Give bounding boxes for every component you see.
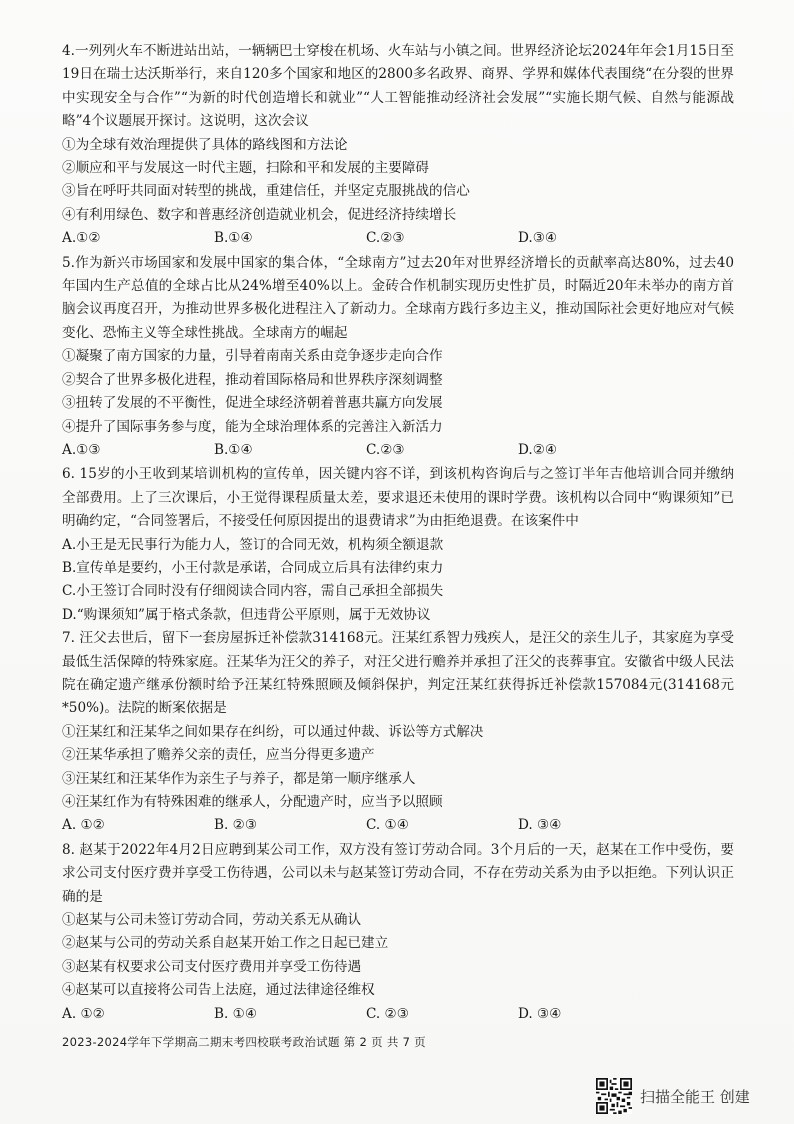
choice-d: D. ③④ bbox=[518, 1005, 562, 1022]
choice-c: C. ①④ bbox=[366, 817, 409, 834]
option-item: ①汪某红和汪某华之间如果存在纠纷，可以通过仲裁、诉讼等方式解决 bbox=[62, 723, 484, 740]
watermark-text: 扫描全能王 创建 bbox=[640, 1087, 750, 1106]
question-stem: 8. 赵某于2022年4月2日应聘到某公司工作，双方没有签订劳动合同。3个月后的一天，赵某在工作中受伤，要求公司支付医疗费并享受工伤待遇，公司以未与赵某签订劳动合同，不存在劳动关系为由予以拒绝。下列认识正确的是 bbox=[62, 841, 734, 905]
option-item: A.小王是无民事行为能力人，签订的合同无效，机构须全额退款 bbox=[62, 536, 444, 553]
question-8 bbox=[62, 839, 734, 1026]
qr-code-icon bbox=[596, 1078, 632, 1114]
choice-b: B.①④ bbox=[214, 441, 253, 458]
option-item: ③扭转了发展的不平衡性，促进全球经济朝着普惠共赢方向发展 bbox=[62, 395, 443, 412]
answer-choices bbox=[62, 227, 734, 250]
option-item: ②赵某与公司的劳动关系自赵某开始工作之日起已建立 bbox=[62, 935, 389, 952]
question-6 bbox=[62, 463, 734, 627]
answer-choices bbox=[62, 1003, 734, 1026]
choice-a: A. ①② bbox=[62, 1005, 105, 1022]
option-item: ①为全球有效治理提供了具体的路线图和方法论 bbox=[62, 136, 348, 153]
question-stem: 6. 15岁的小王收到某培训机构的宣传单，因关键内容不详，到该机构咨询后与之签订半年吉他培训合同并缴纳全部费用。上了三次课后，小王觉得课程质量太差，要求退还未使用的课时学费。该机构以合同中“购课须知”已明确约定，“合同签署后，不接受任何原因提出的退费请求”为由拒绝退费。在该案件中 bbox=[62, 466, 734, 530]
choice-c: C.②③ bbox=[366, 230, 405, 247]
choice-a: A.①② bbox=[62, 230, 101, 247]
choice-c: C. ②③ bbox=[366, 1005, 409, 1022]
question-stem: 4.一列列火车不断进站出站，一辆辆巴士穿梭在机场、火车站与小镇之间。世界经济论坛2024年年会1月15日至19日在瑞士达沃斯举行，来自120多个国家和地区的2800多名政界、商界、学界和媒体代表围绕“在分裂的世界中实现安全与合作”“为新的时代创造增长和就业”“人工智能推动经济社会发展”“实施长期气候、自然与能源战略”4个议题展开探讨。这说明，这次会议 bbox=[62, 43, 734, 130]
choice-d: D.③④ bbox=[518, 230, 558, 247]
answer-choices bbox=[62, 814, 734, 837]
option-item: ①凝聚了南方国家的力量，引导着南南关系由竞争逐步走向合作 bbox=[62, 348, 443, 365]
option-item: ④汪某红作为有特殊困难的继承人，分配遗产时，应当予以照顾 bbox=[62, 794, 443, 810]
option-item: B.宣传单是要约，小王付款是承诺，合同成立后具有法律约束力 bbox=[62, 559, 444, 576]
option-item: ④赵某可以直接将公司告上法庭，通过法律途径维权 bbox=[62, 982, 375, 999]
question-7 bbox=[62, 627, 734, 838]
option-item: ②汪某华承担了赡养父亲的责任，应当分得更多遗产 bbox=[62, 747, 375, 764]
option-item: ④有利用绿色、数字和普惠经济创造就业机会，促进经济持续增长 bbox=[62, 206, 457, 223]
choice-a: A.①③ bbox=[62, 441, 101, 458]
option-item: ③汪某红和汪某华作为亲生子与养子，都是第一顺序继承人 bbox=[62, 770, 416, 787]
option-item: ④提升了国际事务参与度，能为全球治理体系的完善注入新活力 bbox=[62, 418, 443, 435]
exam-content bbox=[62, 40, 734, 1027]
option-item: ③旨在呼吁共同面对转型的挑战，重建信任，并坚定克服挑战的信心 bbox=[62, 183, 470, 200]
question-stem: 5.作为新兴市场国家和发展中国家的集合体，“全球南方”过去20年对世界经济增长的贡献率高达80%，过去40年国内生产总值的全球占比从24%增至40%以上。金砖合作机制实现历史性扩员，时隔近20年未举办的南方首脑会议再度召开，为推动世界多极化进程注入了新动力。全球南方践行多边主义，推动国际社会更好地应对气候变化、恐怖主义等全球性挑战。全球南方的崛起 bbox=[62, 254, 734, 341]
option-item: ②契合了世界多极化进程，推动着国际格局和世界秩序深刻调整 bbox=[62, 371, 443, 388]
option-item: D.“购课须知”属于格式条款，但违背公平原则，属于无效协议 bbox=[62, 606, 431, 623]
choice-b: B. ①④ bbox=[214, 1005, 258, 1022]
answer-choices bbox=[62, 439, 734, 462]
page-footer: 2023-2024学年下学期高二期末考四校联考政治试题 第 2 页 共 7 页 bbox=[62, 1035, 426, 1049]
question-stem: 7. 汪父去世后，留下一套房屋拆迁补偿款314168元。汪某红系智力残疾人，是汪父的亲生儿子，其家庭为享受最低生活保障的特殊家庭。汪某华为汪父的养子，对汪父进行赡养并承担了汪父的丧葬事宜。安徽省中级人民法院在确定遗产继承份额时给予汪某红特殊照顾及倾斜保护，判定汪某红获得拆迁补偿款157084元(314168元*50%)。法院的断案依据是 bbox=[62, 630, 734, 717]
choice-c: C.②③ bbox=[366, 441, 405, 458]
question-5 bbox=[62, 252, 734, 463]
option-item: C.小王签订合同时没有仔细阅读合同内容，需自己承担全部损失 bbox=[62, 583, 444, 600]
option-item: ③赵某有权要求公司支付医疗费用并享受工伤待遇 bbox=[62, 958, 362, 975]
choice-d: D.②④ bbox=[518, 441, 558, 458]
choice-d: D. ③④ bbox=[518, 817, 562, 834]
choice-b: B.①④ bbox=[214, 230, 253, 247]
scanner-watermark bbox=[596, 1076, 750, 1116]
question-4 bbox=[62, 40, 734, 251]
choice-b: B. ②③ bbox=[214, 817, 258, 834]
option-item: ②顺应和平与发展这一时代主题，扫除和平和发展的主要障碍 bbox=[62, 160, 430, 177]
option-item: ①赵某与公司未签订劳动合同，劳动关系无从确认 bbox=[62, 912, 362, 929]
choice-a: A. ①② bbox=[62, 817, 105, 834]
